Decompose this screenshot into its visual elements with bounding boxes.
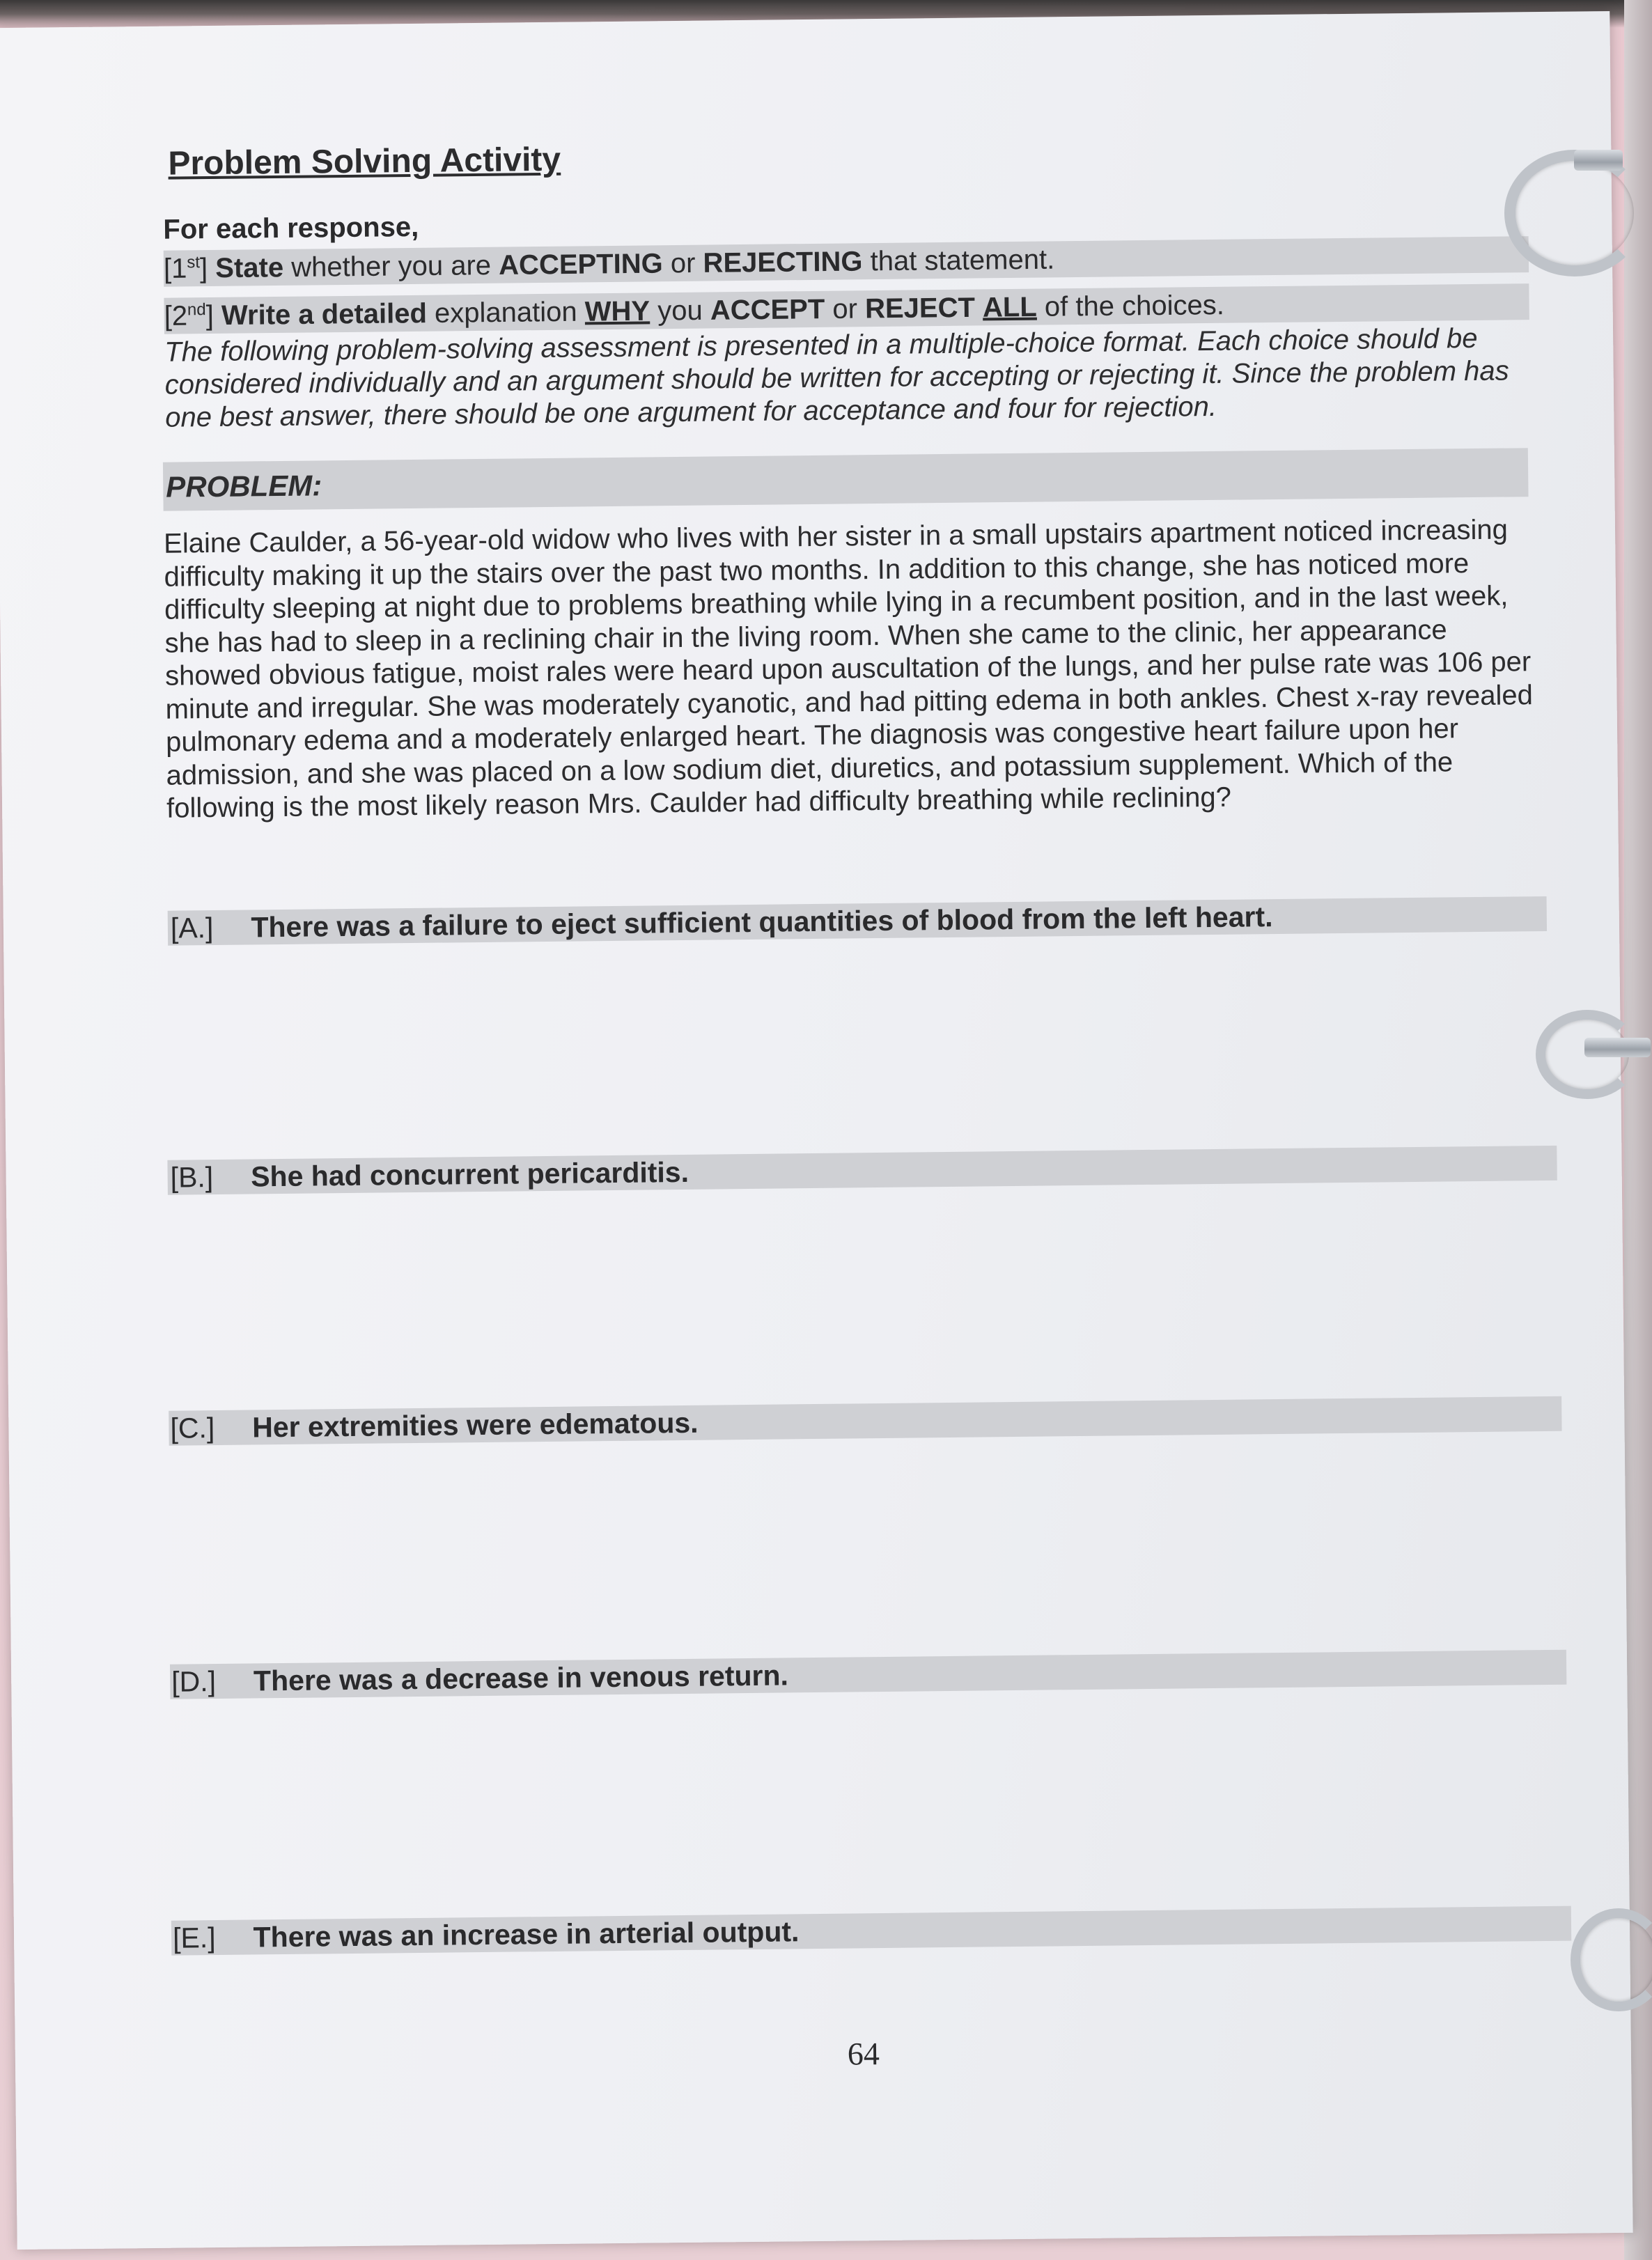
intro-paragraph: The following problem-solving assessment is presented in a multiple-choice format. Each choice should be considered individually and an argument should be written for accepting or rejecting it. Since the problem has one best answer, there should be one argument for acceptance and four for rejection. bbox=[164, 322, 1509, 433]
choice-b bbox=[170, 1156, 689, 1194]
choice-a bbox=[171, 901, 1273, 945]
binder-ring-post-top-icon bbox=[1574, 150, 1623, 171]
choice-text: Her extremities were edematous. bbox=[251, 1406, 699, 1444]
choice-c bbox=[170, 1407, 699, 1445]
problem-label: PROBLEM: bbox=[166, 469, 322, 504]
instructions-heading: For each response, bbox=[163, 211, 419, 245]
step1-instruction: [1st] State whether you are ACCEPTING or REJECTING that statement. bbox=[163, 244, 1055, 285]
problem-highlight-bar bbox=[163, 448, 1529, 511]
worksheet-page bbox=[0, 11, 1633, 2250]
choice-d bbox=[171, 1659, 788, 1698]
choice-letter: [B.] bbox=[170, 1161, 214, 1194]
choice-letter: [C.] bbox=[170, 1412, 215, 1444]
choice-text: There was a decrease in venous return. bbox=[253, 1659, 789, 1697]
choice-text: She had concurrent pericarditis. bbox=[250, 1155, 689, 1193]
page-title: Problem Solving Activity bbox=[168, 141, 561, 182]
choice-letter: [E.] bbox=[172, 1922, 216, 1954]
choice-text: There was a failure to eject sufficient quantities of blood from the left heart. bbox=[251, 901, 1273, 944]
choice-e bbox=[173, 1915, 800, 1954]
choice-letter: [D.] bbox=[171, 1665, 217, 1698]
page-number: 64 bbox=[847, 2036, 880, 2072]
step2-instruction: [2nd] Write a detailed explanation WHY you ACCEPT or REJECT ALL of the choices. bbox=[164, 290, 1225, 332]
problem-paragraph: Elaine Caulder, a 56-year-old widow who lives with her sister in a small upstairs apartment noticed increasing difficulty making it up the stairs over the past two months. In addition to this change, she has noticed more difficulty sleeping at night due to problems breathing while lying in a recumbent position, and in the last week, she has had to sleep in a reclining chair in the living room. When she came to the clinic, her appearance showed obvious fatigue, moist rales were heard upon auscultation of the lungs, and her pulse rate was 106 per minute and irregular. She was moderately cyanotic, and had pitting edema in both ankles. Chest x-ray revealed pulmonary edema and a moderately enlarged heart. The diagnosis was congestive heart failure upon her admission, and she was placed on a low sodium diet, diuretics, and potassium supplement. Which of the following is the most likely reason Mrs. Caulder had difficulty breathing while reclining? bbox=[163, 514, 1534, 824]
choice-text: There was an increase in arterial output. bbox=[253, 1915, 800, 1954]
binder-ring-post-middle-icon bbox=[1584, 1038, 1651, 1057]
choice-letter: [A.] bbox=[170, 912, 214, 944]
